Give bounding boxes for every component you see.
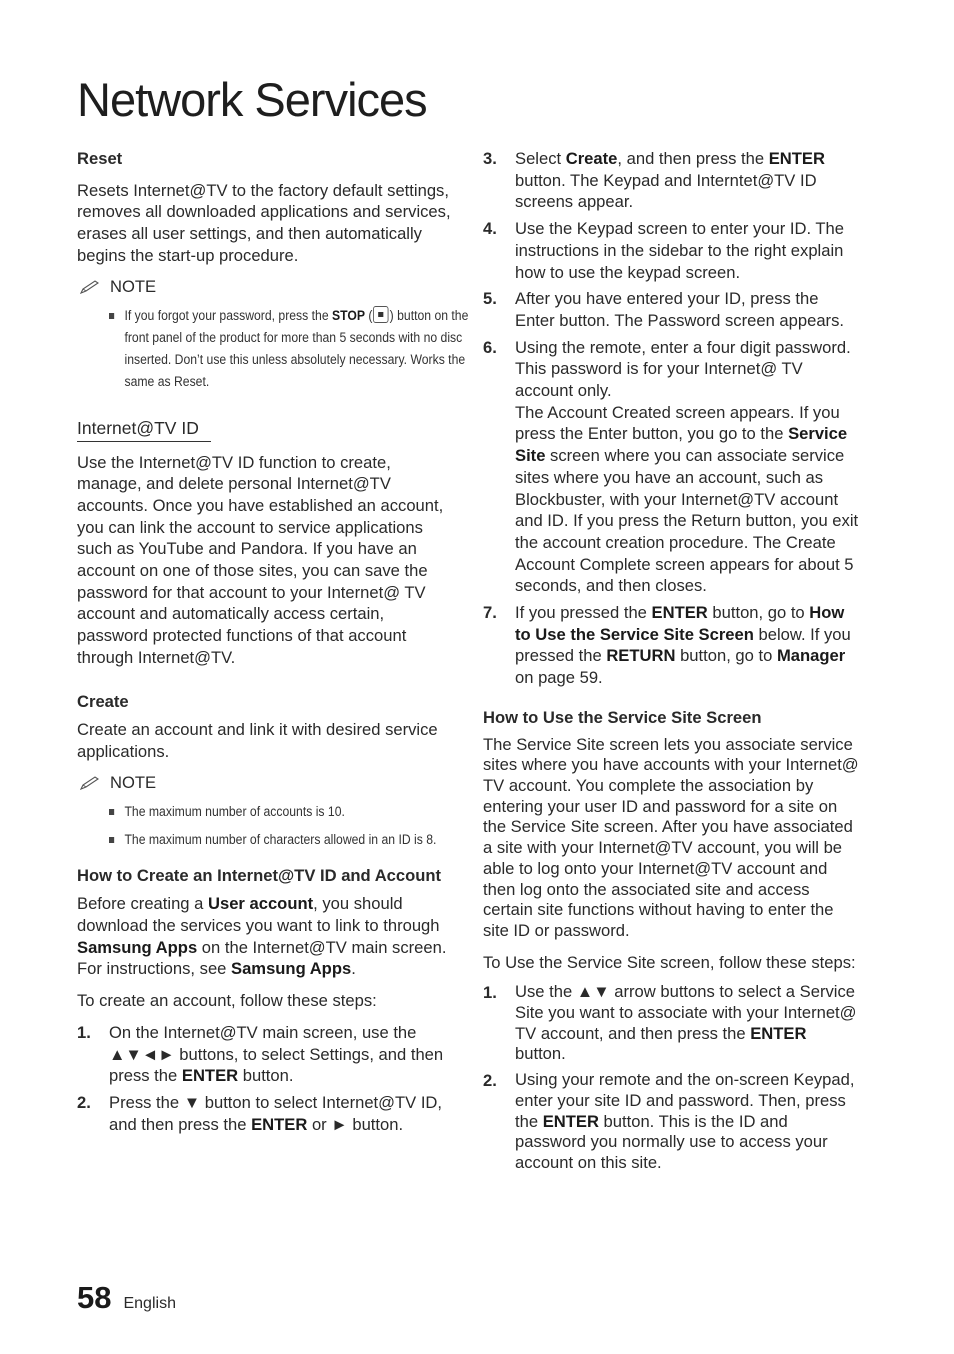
reset-note-item: If you forgot your password, press the STOP ( ) button on the front panel of the product for more than 5 seconds with no disc inserted. Don’t use this unless absolutely necessary. Works the same as Reset. bbox=[109, 305, 470, 393]
reset-note-header bbox=[77, 276, 455, 298]
stop-button-icon bbox=[373, 306, 388, 323]
create-steps-list bbox=[77, 1022, 455, 1136]
create-step-2: 2. Press the ▼ button to select Internet@TV ID, and then press the ENTER or ► button. bbox=[77, 1092, 443, 1134]
create-note-item: The maximum number of accounts is 10. bbox=[109, 801, 470, 823]
service-site-heading: How to Use the Service Site Screen bbox=[483, 707, 762, 727]
service-site-follow: To Use the Service Site screen, follow these steps: bbox=[483, 952, 856, 972]
create-heading: Create bbox=[77, 691, 129, 711]
how-create-follow: To create an account, follow these steps: bbox=[77, 991, 377, 1011]
how-create-intro: Before creating a User account, you should download the services you want to link to through Samsung Apps on the Internet@TV main screen. For instructions, see Samsung Apps. bbox=[77, 894, 447, 979]
page-number: 58 bbox=[77, 1280, 112, 1315]
service-step-1: 1. Use the ▲▼ arrow buttons to select a Service Site you want to associate with your Internet@ TV account, and then press the ENTER button. bbox=[483, 982, 857, 1064]
footer-language: English bbox=[123, 1295, 176, 1312]
reset-notes bbox=[77, 305, 469, 393]
create-step-6: 6. Using the remote, enter a four digit password. This password is for your Internet@ TV account only. The Account Created screen appears. If you press the Enter button, you go to the Service Site screen where you can associate service sites where you have an account, such as Blockbuster, with your Internet@TV account and ID. If you press the Return button, you exit the account creation procedure. The Create Account Complete screen appears for about 5 seconds, and then closes. bbox=[483, 337, 859, 596]
note-label: NOTE bbox=[110, 276, 157, 296]
create-step-1: 1. On the Internet@TV main screen, use the ▲▼◄► buttons, to select Settings, and then press the ENTER button. bbox=[77, 1022, 444, 1086]
internet-tv-id-heading: Internet@TV ID bbox=[77, 415, 211, 442]
bullet-square-icon bbox=[109, 837, 114, 843]
create-steps-continued bbox=[483, 148, 861, 689]
right-column bbox=[483, 148, 861, 1179]
stop-label: STOP bbox=[332, 307, 366, 324]
create-notes bbox=[77, 801, 455, 851]
pencil-icon bbox=[80, 776, 100, 790]
internet-tv-id-body: Use the Internet@TV ID function to create, manage, and delete personal Internet@TV accounts. Once you have established an account, you can link the account to service applications such as YouTube and Pandora. If you have an account on one of those sites, you can save the password for that account to your Internet@ TV account and automatically access certain, password protected functions of that account through Internet@TV. bbox=[77, 452, 444, 667]
service-step-2: 2. Using your remote and the on-screen Keypad, enter your site ID and password. Then, press the ENTER button. This is the ID and password you normally use to access your account on this site. bbox=[483, 1070, 855, 1172]
create-step-4: 4. Use the Keypad screen to enter your ID. The instructions in the sidebar to the right explain how to use the keypad screen. bbox=[483, 219, 844, 282]
how-create-heading: How to Create an Internet@TV ID and Account bbox=[77, 865, 442, 885]
create-step-3: 3. Select Create, and then press the ENTER button. The Keypad and Interntet@TV ID screens appear. bbox=[483, 149, 825, 212]
bullet-square-icon bbox=[109, 313, 114, 319]
page-title: Network Services bbox=[77, 73, 427, 126]
bullet-square-icon bbox=[109, 809, 114, 815]
service-steps-list bbox=[483, 982, 861, 1173]
reset-body: Resets Internet@TV to the factory default settings, removes all downloaded applications and services, erases all user settings, and then automatically begins the start-up procedure. bbox=[77, 180, 451, 265]
note-label: NOTE bbox=[110, 772, 157, 792]
create-body: Create an account and link it with desired service applications. bbox=[77, 720, 438, 761]
create-step-5: 5. After you have entered your ID, press the Enter button. The Password screen appears. bbox=[483, 289, 844, 330]
pencil-icon bbox=[80, 280, 100, 294]
service-site-body: The Service Site screen lets you associate service sites where you have accounts with your Internet@ TV account. You complete the association by entering your user ID and password for a site on the Service Site screen. After you have associated a site with your Internet@TV account, you will be able to log onto your Internet@TV account and then log onto the associated site and access certain site functions without having to enter the site ID or password. bbox=[483, 734, 859, 940]
page-footer bbox=[77, 1280, 176, 1316]
create-note-header bbox=[77, 772, 455, 794]
left-column bbox=[77, 148, 469, 1140]
create-step-7: 7. If you pressed the ENTER button, go to How to Use the Service Site Screen below. If you pressed the RETURN button, go to Manager on page 59. bbox=[483, 603, 851, 688]
reset-heading: Reset bbox=[77, 149, 123, 168]
create-note-item: The maximum number of characters allowed in an ID is 8. bbox=[109, 829, 470, 851]
